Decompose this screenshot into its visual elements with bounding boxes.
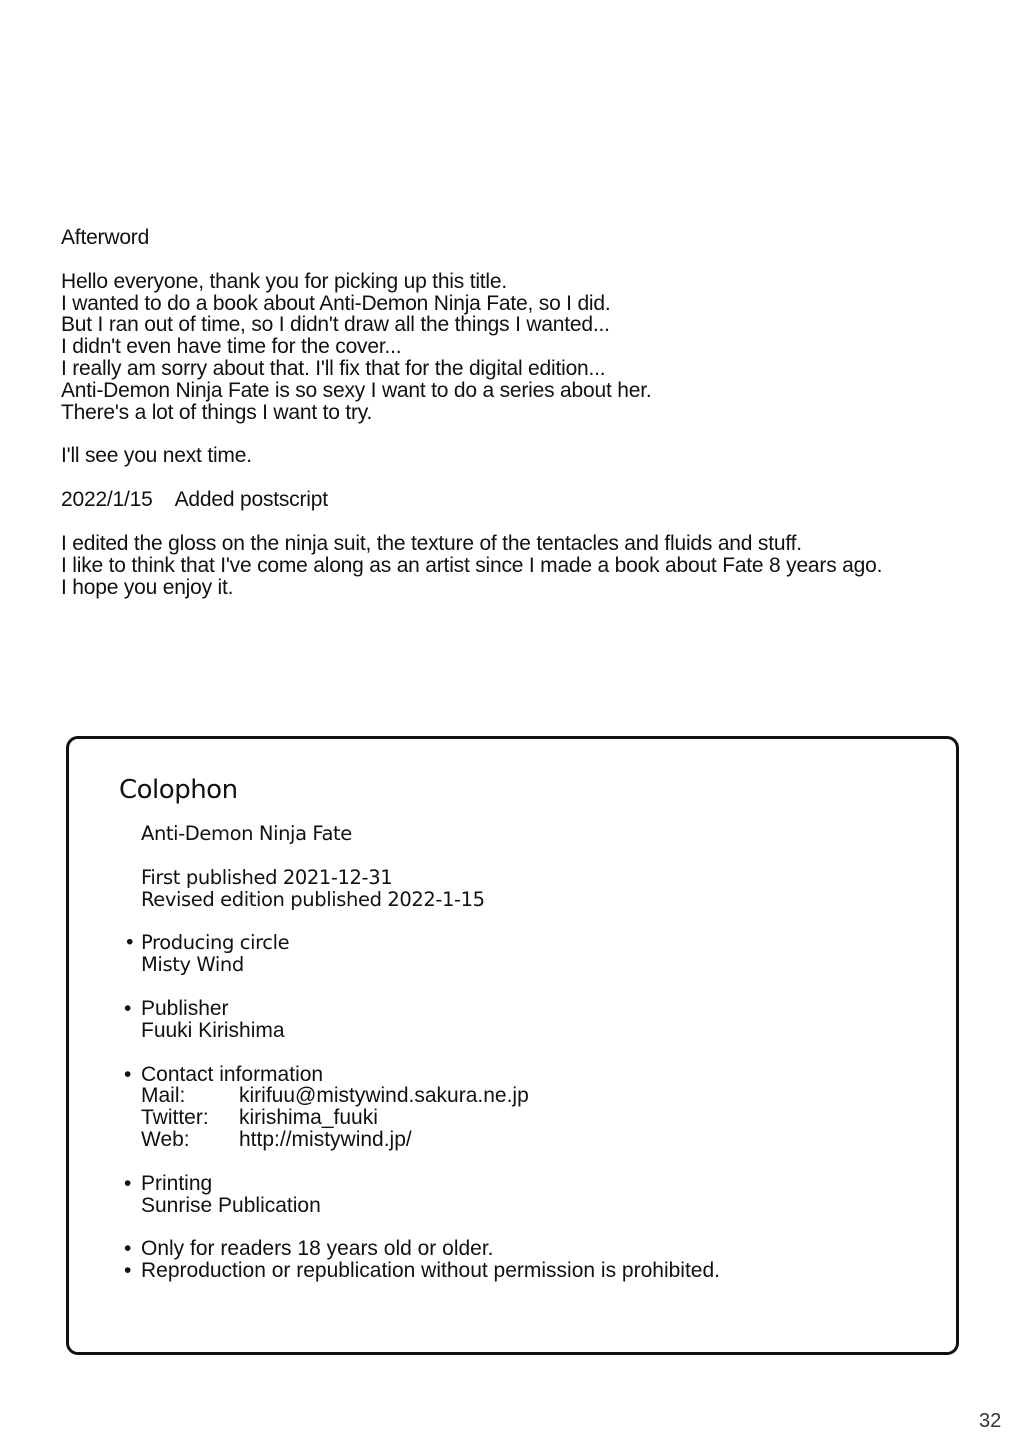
spacer — [61, 511, 1011, 533]
mail-label: Mail: — [141, 1084, 186, 1108]
notice-reproduction — [124, 1259, 921, 1283]
contact-label — [124, 1062, 921, 1086]
postscript-header — [61, 489, 1011, 511]
afterword-line: There's a lot of things I want to try. — [61, 400, 373, 424]
bullet-icon: • — [124, 1237, 132, 1261]
postscript-line: I hope you enjoy it. — [61, 575, 234, 599]
afterword-closing: I'll see you next time. — [61, 444, 252, 468]
colophon-body — [124, 822, 921, 1283]
first-published: First published 2021-12-31 — [141, 865, 393, 889]
contact-mail — [141, 1085, 921, 1107]
postscript-date: 2022/1/15 — [61, 488, 153, 512]
revised-published: Revised edition published 2022-1-15 — [141, 887, 485, 911]
twitter-value: kirishima_fuuki — [239, 1106, 378, 1130]
bullet-icon: • — [124, 1062, 132, 1086]
label-text: Producing circle — [141, 931, 290, 955]
contact-twitter — [141, 1107, 921, 1129]
publisher-label — [124, 996, 921, 1020]
mail-value: kirifuu@mistywind.sakura.ne.jp — [239, 1084, 529, 1108]
label-text: Printing — [141, 1171, 213, 1195]
label-text: Publisher — [141, 996, 229, 1020]
colophon-book-title: Anti-Demon Ninja Fate — [141, 822, 352, 845]
spacer — [61, 423, 1011, 445]
afterword-line: I really am sorry about that. I'll fix that for the digital edition... — [61, 356, 606, 380]
web-label: Web: — [141, 1127, 190, 1151]
spacer — [141, 910, 921, 932]
spacer — [141, 976, 921, 998]
bullet-icon: • — [124, 1171, 132, 1195]
bullet-icon: • — [124, 996, 132, 1020]
notice-text: Reproduction or republication without permission is prohibited. — [141, 1259, 720, 1283]
spacer — [141, 1216, 921, 1238]
contact-web — [141, 1129, 921, 1151]
postscript-label: Added postscript — [174, 488, 328, 512]
printing-label — [124, 1171, 921, 1195]
bullet-icon: • — [124, 1259, 132, 1283]
spacer — [141, 845, 921, 867]
afterword-line: I wanted to do a book about Anti-Demon Ninja Fate, so I did. — [61, 291, 611, 315]
notice-age — [124, 1237, 921, 1261]
postscript-line: I like to think that I've come along as an artist since I made a book about Fate 8 years ago. — [61, 553, 883, 577]
twitter-label: Twitter: — [141, 1106, 209, 1130]
spacer — [61, 467, 1011, 489]
notice-text: Only for readers 18 years old or older. — [141, 1237, 494, 1261]
bullet-icon: • — [124, 931, 136, 955]
afterword-section — [61, 227, 1011, 598]
printing-value: Sunrise Publication — [141, 1193, 321, 1217]
publisher-value: Fuuki Kirishima — [141, 1018, 285, 1042]
afterword-line: Hello everyone, thank you for picking up this title. — [61, 269, 508, 293]
spacer — [61, 249, 1011, 271]
web-value: http://mistywind.jp/ — [239, 1127, 412, 1151]
producing-circle-label — [124, 931, 921, 955]
colophon-title: Colophon — [119, 775, 238, 805]
afterword-heading: Afterword — [61, 226, 150, 249]
afterword-line: I didn't even have time for the cover... — [61, 335, 402, 359]
afterword-line: Anti-Demon Ninja Fate is so sexy I want to do a series about her. — [61, 378, 652, 402]
label-text: Contact information — [141, 1062, 324, 1086]
spacer — [141, 1042, 921, 1064]
page-number: 32 — [979, 1410, 1002, 1432]
postscript-line: I edited the gloss on the ninja suit, the texture of the tentacles and fluids and stuff. — [61, 531, 802, 555]
afterword-line: But I ran out of time, so I didn't draw all the things I wanted... — [61, 313, 610, 337]
spacer — [141, 1151, 921, 1173]
producing-circle-value: Misty Wind — [141, 953, 244, 977]
